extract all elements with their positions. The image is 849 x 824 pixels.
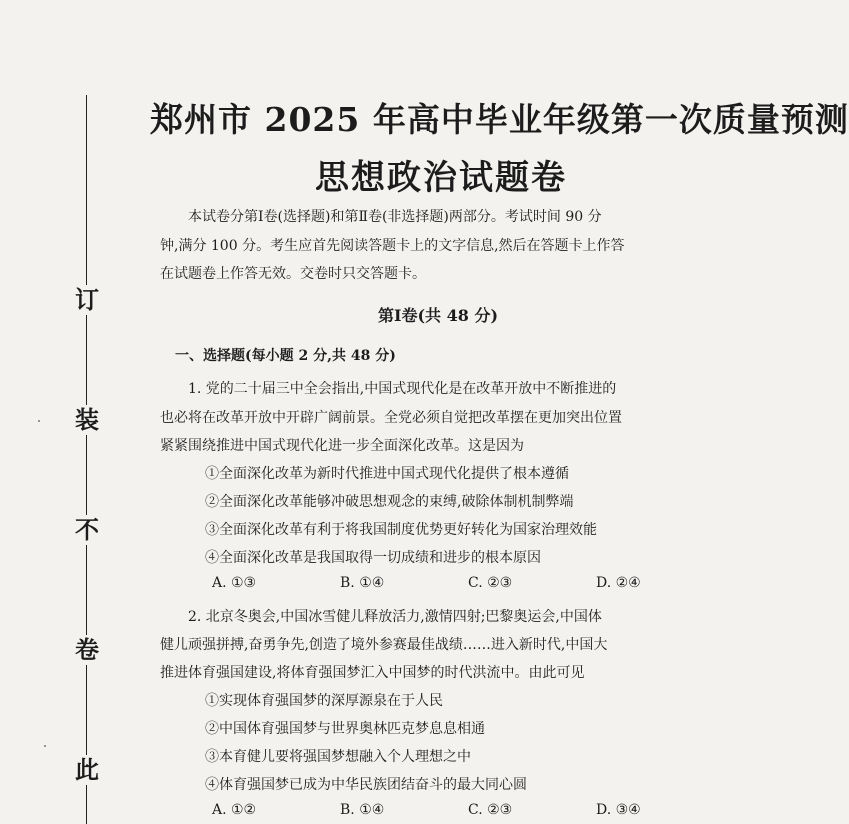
question-2-choice-d: D. ③④ <box>596 802 641 818</box>
binding-char-bu: 不 <box>72 515 102 545</box>
instruction-line: 本试卷分第Ⅰ卷(选择题)和第Ⅱ卷(非选择题)两部分。考试时间 90 分 <box>188 209 602 225</box>
scan-speck <box>44 745 46 747</box>
question-2-statement: ④体育强国梦已成为中华民族团结奋斗的最大同心圆 <box>205 777 527 793</box>
exam-instructions <box>160 203 728 289</box>
question-2-choice-a: A. ①② <box>212 802 257 818</box>
binding-line <box>86 95 87 824</box>
question-2-choice-b: B. ①④ <box>340 802 385 818</box>
question-1-stem-line: 紧紧围绕推进中国式现代化进一步全面深化改革。这是因为 <box>160 438 524 454</box>
question-1-stem-line: 也必将在改革开放中开辟广阔前景。全党必须自觉把改革摆在更加突出位置 <box>160 410 622 426</box>
question-1-choice-c: C. ②③ <box>468 575 513 591</box>
instruction-line: 在试题卷上作答无效。交卷时只交答题卡。 <box>160 266 426 282</box>
question-2-stem-line: 2. 北京冬奥会,中国冰雪健儿释放活力,激情四射;巴黎奥运会,中国体 <box>188 609 602 625</box>
exam-title: 郑州市 2025 年高中毕业年级第一次质量预测 <box>150 100 849 139</box>
question-1-statement: ①全面深化改革为新时代推进中国式现代化提供了根本遵循 <box>205 466 569 482</box>
question-1-choice-d: D. ②④ <box>596 575 641 591</box>
binding-char-zhuang: 装 <box>72 405 102 435</box>
question-1-stem-line: 1. 党的二十届三中全会指出,中国式现代化是在改革开放中不断推进的 <box>188 381 617 397</box>
binding-char-juan: 卷 <box>72 635 102 665</box>
question-1-statement: ②全面深化改革能够冲破思想观念的束缚,破除体制机制弊端 <box>205 494 574 510</box>
exam-subtitle: 思想政治试题卷 <box>315 158 567 198</box>
binding-char-ci: 此 <box>72 755 102 785</box>
question-1-statement: ③全面深化改革有利于将我国制度优势更好转化为国家治理效能 <box>205 522 597 538</box>
question-2-statement: ①实现体育强国梦的深厚源泉在于人民 <box>205 693 443 709</box>
instruction-line: 钟,满分 100 分。考生应首先阅读答题卡上的文字信息,然后在答题卡上作答 <box>160 237 625 254</box>
section-title: 第Ⅰ卷(共 48 分) <box>378 306 499 325</box>
scan-speck <box>38 420 40 422</box>
part-heading: 一、选择题(每小题 2 分,共 48 分) <box>175 348 396 364</box>
question-2-stem-line: 健儿顽强拼搏,奋勇争先,创造了境外参赛最佳战绩……进入新时代,中国大 <box>160 637 608 653</box>
question-2-statement: ②中国体育强国梦与世界奥林匹克梦息息相通 <box>205 721 485 737</box>
question-1-choice-a: A. ①③ <box>212 575 257 591</box>
question-2-choice-c: C. ②③ <box>468 802 513 818</box>
question-2-statement: ③本育健儿要将强国梦想融入个人理想之中 <box>205 749 471 765</box>
question-1-statement: ④全面深化改革是我国取得一切成绩和进步的根本原因 <box>205 550 541 566</box>
question-1-choice-b: B. ①④ <box>340 575 385 591</box>
question-2-stem-line: 推进体育强国建设,将体育强国梦汇入中国梦的时代洪流中。由此可见 <box>160 665 585 681</box>
binding-char-ding: 订 <box>72 285 102 315</box>
